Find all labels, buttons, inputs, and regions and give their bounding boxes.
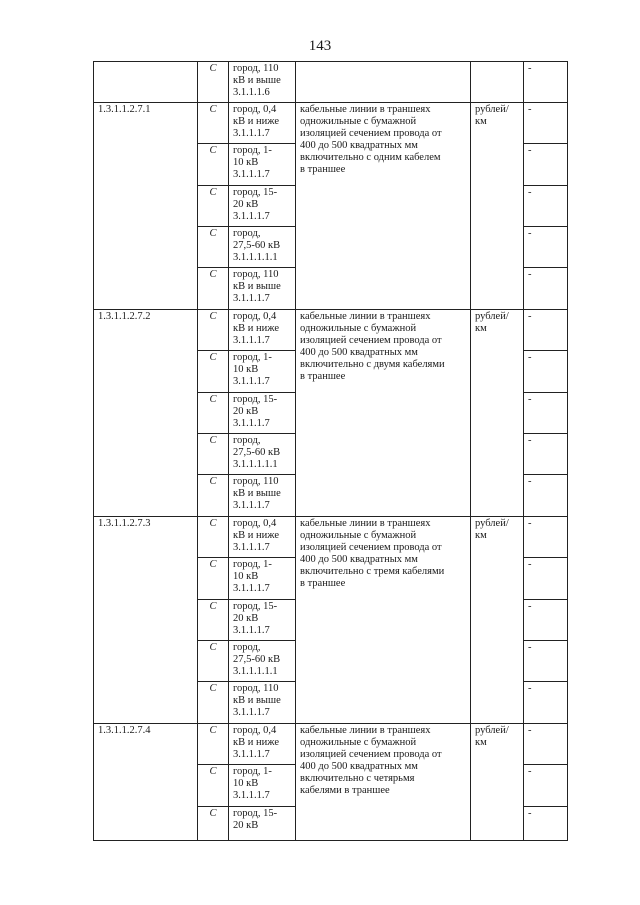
value-cell: - (524, 351, 568, 393)
voltage-level-line: 10 кВ (233, 571, 259, 582)
category-cell: С (198, 724, 229, 765)
voltage-level-line: город, 110 (233, 63, 279, 74)
code-cell: 1.3.1.1.2.7.4 (94, 724, 198, 841)
category-cell: С (198, 765, 229, 807)
voltage-level-line: город, 15- (233, 601, 278, 612)
description-line: 400 до 500 квадратных мм (300, 761, 418, 772)
value-cell: - (524, 103, 568, 144)
voltage-level-cell (229, 351, 296, 393)
voltage-level-cell (229, 268, 296, 310)
description-line: кабельные линии в траншеях (300, 104, 431, 115)
description-line: 400 до 500 квадратных мм (300, 347, 418, 358)
category-cell: С (198, 310, 229, 351)
table-row (94, 517, 568, 558)
category-cell: С (198, 641, 229, 682)
description-cell (296, 310, 471, 517)
category-cell: С (198, 62, 229, 103)
value-cell: - (524, 186, 568, 227)
value-cell: - (524, 62, 568, 103)
description-line: включительно с двумя кабелями (300, 359, 445, 370)
voltage-level-line: 3.1.1.1.7 (233, 418, 270, 429)
description-cell (296, 103, 471, 310)
unit-line: км (475, 116, 487, 127)
voltage-level-line: город, 15- (233, 394, 278, 405)
voltage-level-line: 3.1.1.1.7 (233, 211, 270, 222)
voltage-level-line: 3.1.1.1.6 (233, 87, 270, 98)
voltage-level-line: 3.1.1.1.7 (233, 749, 270, 760)
voltage-level-cell (229, 103, 296, 144)
description-line: одножильные с бумажной (300, 530, 417, 541)
unit-cell (471, 724, 524, 841)
voltage-level-line: город, 1- (233, 766, 272, 777)
voltage-level-line: 3.1.1.1.7 (233, 500, 270, 511)
voltage-level-line: 20 кВ (233, 406, 259, 417)
category-cell: С (198, 144, 229, 186)
value-cell: - (524, 765, 568, 807)
value-cell: - (524, 434, 568, 475)
voltage-level-line: кВ и выше (233, 75, 281, 86)
voltage-level-line: кВ и выше (233, 695, 281, 706)
voltage-level-cell (229, 310, 296, 351)
voltage-level-cell (229, 144, 296, 186)
description-line: изоляцией сечением провода от (300, 542, 442, 553)
voltage-level-line: город, 110 (233, 269, 279, 280)
voltage-level-line: 27,5-60 кВ (233, 240, 281, 251)
description-line: кабельные линии в траншеях (300, 518, 431, 529)
voltage-level-line: город, 1- (233, 559, 272, 570)
unit-cell (471, 62, 524, 103)
unit-line: рублей/ (475, 518, 509, 529)
description-line: изоляцией сечением провода от (300, 128, 442, 139)
description-line: одножильные с бумажной (300, 737, 417, 748)
voltage-level-cell (229, 600, 296, 641)
voltage-level-line: город, 15- (233, 187, 278, 198)
voltage-level-line: кВ и ниже (233, 737, 279, 748)
code-cell (94, 62, 198, 103)
voltage-level-line: город, (233, 228, 261, 239)
unit-cell (471, 103, 524, 310)
voltage-level-line: 3.1.1.1.7 (233, 293, 270, 304)
description-line: одножильные с бумажной (300, 323, 417, 334)
category-cell: С (198, 103, 229, 144)
value-cell: - (524, 724, 568, 765)
page-number: 143 (308, 38, 332, 54)
category-cell: С (198, 517, 229, 558)
value-cell: - (524, 227, 568, 268)
voltage-level-line: 3.1.1.1.7 (233, 335, 270, 346)
voltage-level-line: 10 кВ (233, 157, 259, 168)
unit-line: рублей/ (475, 104, 509, 115)
table-row (94, 724, 568, 765)
code-cell: 1.3.1.1.2.7.2 (94, 310, 198, 517)
voltage-level-line: 20 кВ (233, 613, 259, 624)
voltage-level-line: кВ и ниже (233, 530, 279, 541)
value-cell: - (524, 641, 568, 682)
voltage-level-line: 3.1.1.1.7 (233, 790, 270, 801)
voltage-level-line: город, 0,4 (233, 311, 277, 322)
voltage-level-line: 3.1.1.1.7 (233, 707, 270, 718)
voltage-level-line: 20 кВ (233, 199, 259, 210)
voltage-level-line: кВ и выше (233, 281, 281, 292)
voltage-level-line: 3.1.1.1.1.1 (233, 666, 278, 677)
value-cell: - (524, 600, 568, 641)
unit-line: рублей/ (475, 311, 509, 322)
code-cell: 1.3.1.1.2.7.3 (94, 517, 198, 724)
voltage-level-line: 3.1.1.1.1.1 (233, 252, 278, 263)
description-line: изоляцией сечением провода от (300, 335, 442, 346)
table-row (94, 310, 568, 351)
value-cell: - (524, 517, 568, 558)
voltage-level-line: город, 1- (233, 145, 272, 156)
voltage-level-cell (229, 558, 296, 600)
voltage-level-line: город, (233, 435, 261, 446)
voltage-level-line: 3.1.1.1.7 (233, 376, 270, 387)
description-line: одножильные с бумажной (300, 116, 417, 127)
voltage-level-line: 3.1.1.1.7 (233, 583, 270, 594)
voltage-level-cell (229, 434, 296, 475)
category-cell: С (198, 227, 229, 268)
voltage-level-cell (229, 62, 296, 103)
voltage-level-line: город, 110 (233, 476, 279, 487)
voltage-level-line: город, 1- (233, 352, 272, 363)
voltage-level-cell (229, 682, 296, 724)
unit-line: км (475, 530, 487, 541)
value-cell: - (524, 475, 568, 517)
table-body (94, 62, 568, 841)
voltage-level-cell (229, 807, 296, 841)
category-cell: С (198, 351, 229, 393)
value-cell: - (524, 682, 568, 724)
voltage-level-line: 27,5-60 кВ (233, 654, 281, 665)
description-line: в траншее (300, 164, 346, 175)
category-cell: С (198, 600, 229, 641)
voltage-level-line: 3.1.1.1.7 (233, 169, 270, 180)
voltage-level-line: кВ и выше (233, 488, 281, 499)
voltage-level-line: город, (233, 642, 261, 653)
description-cell (296, 517, 471, 724)
category-cell: С (198, 807, 229, 841)
voltage-level-line: 27,5-60 кВ (233, 447, 281, 458)
category-cell: С (198, 186, 229, 227)
voltage-level-line: город, 0,4 (233, 725, 277, 736)
voltage-level-cell (229, 517, 296, 558)
description-line: в траншее (300, 371, 346, 382)
description-line: изоляцией сечением провода от (300, 749, 442, 760)
description-cell (296, 62, 471, 103)
description-line: включительно с тремя кабелями (300, 566, 445, 577)
category-cell: С (198, 268, 229, 310)
voltage-level-line: 3.1.1.1.1.1 (233, 459, 278, 470)
voltage-level-line: город, 0,4 (233, 518, 277, 529)
voltage-level-line: 10 кВ (233, 364, 259, 375)
voltage-level-line: 3.1.1.1.7 (233, 625, 270, 636)
table-row (94, 62, 568, 103)
description-line: 400 до 500 квадратных мм (300, 140, 418, 151)
voltage-level-line: 20 кВ (233, 820, 259, 831)
category-cell: С (198, 558, 229, 600)
description-line: в траншее (300, 578, 346, 589)
unit-line: км (475, 737, 487, 748)
description-line: включительно с одним кабелем (300, 152, 441, 163)
voltage-level-line: кВ и ниже (233, 116, 279, 127)
voltage-level-cell (229, 475, 296, 517)
voltage-level-cell (229, 765, 296, 807)
value-cell: - (524, 393, 568, 434)
voltage-level-cell (229, 227, 296, 268)
description-line: кабельные линии в траншеях (300, 311, 431, 322)
voltage-level-line: 10 кВ (233, 778, 259, 789)
voltage-level-line: кВ и ниже (233, 323, 279, 334)
voltage-level-cell (229, 724, 296, 765)
voltage-level-line: 3.1.1.1.7 (233, 128, 270, 139)
value-cell: - (524, 144, 568, 186)
voltage-level-line: город, 15- (233, 808, 278, 819)
category-cell: С (198, 434, 229, 475)
voltage-level-line: город, 110 (233, 683, 279, 694)
voltage-level-cell (229, 641, 296, 682)
voltage-level-cell (229, 186, 296, 227)
tariff-table (93, 61, 568, 841)
unit-line: рублей/ (475, 725, 509, 736)
value-cell: - (524, 268, 568, 310)
unit-cell (471, 517, 524, 724)
description-line: 400 до 500 квадратных мм (300, 554, 418, 565)
description-line: включительно с четярьмя (300, 773, 415, 784)
voltage-level-line: 3.1.1.1.7 (233, 542, 270, 553)
description-line: кабелями в траншее (300, 785, 390, 796)
value-cell: - (524, 310, 568, 351)
unit-line: км (475, 323, 487, 334)
value-cell: - (524, 558, 568, 600)
table-row (94, 103, 568, 144)
voltage-level-cell (229, 393, 296, 434)
voltage-level-line: город, 0,4 (233, 104, 277, 115)
code-cell: 1.3.1.1.2.7.1 (94, 103, 198, 310)
value-cell: - (524, 807, 568, 841)
category-cell: С (198, 682, 229, 724)
category-cell: С (198, 393, 229, 434)
category-cell: С (198, 475, 229, 517)
description-line: кабельные линии в траншеях (300, 725, 431, 736)
unit-cell (471, 310, 524, 517)
description-cell (296, 724, 471, 841)
